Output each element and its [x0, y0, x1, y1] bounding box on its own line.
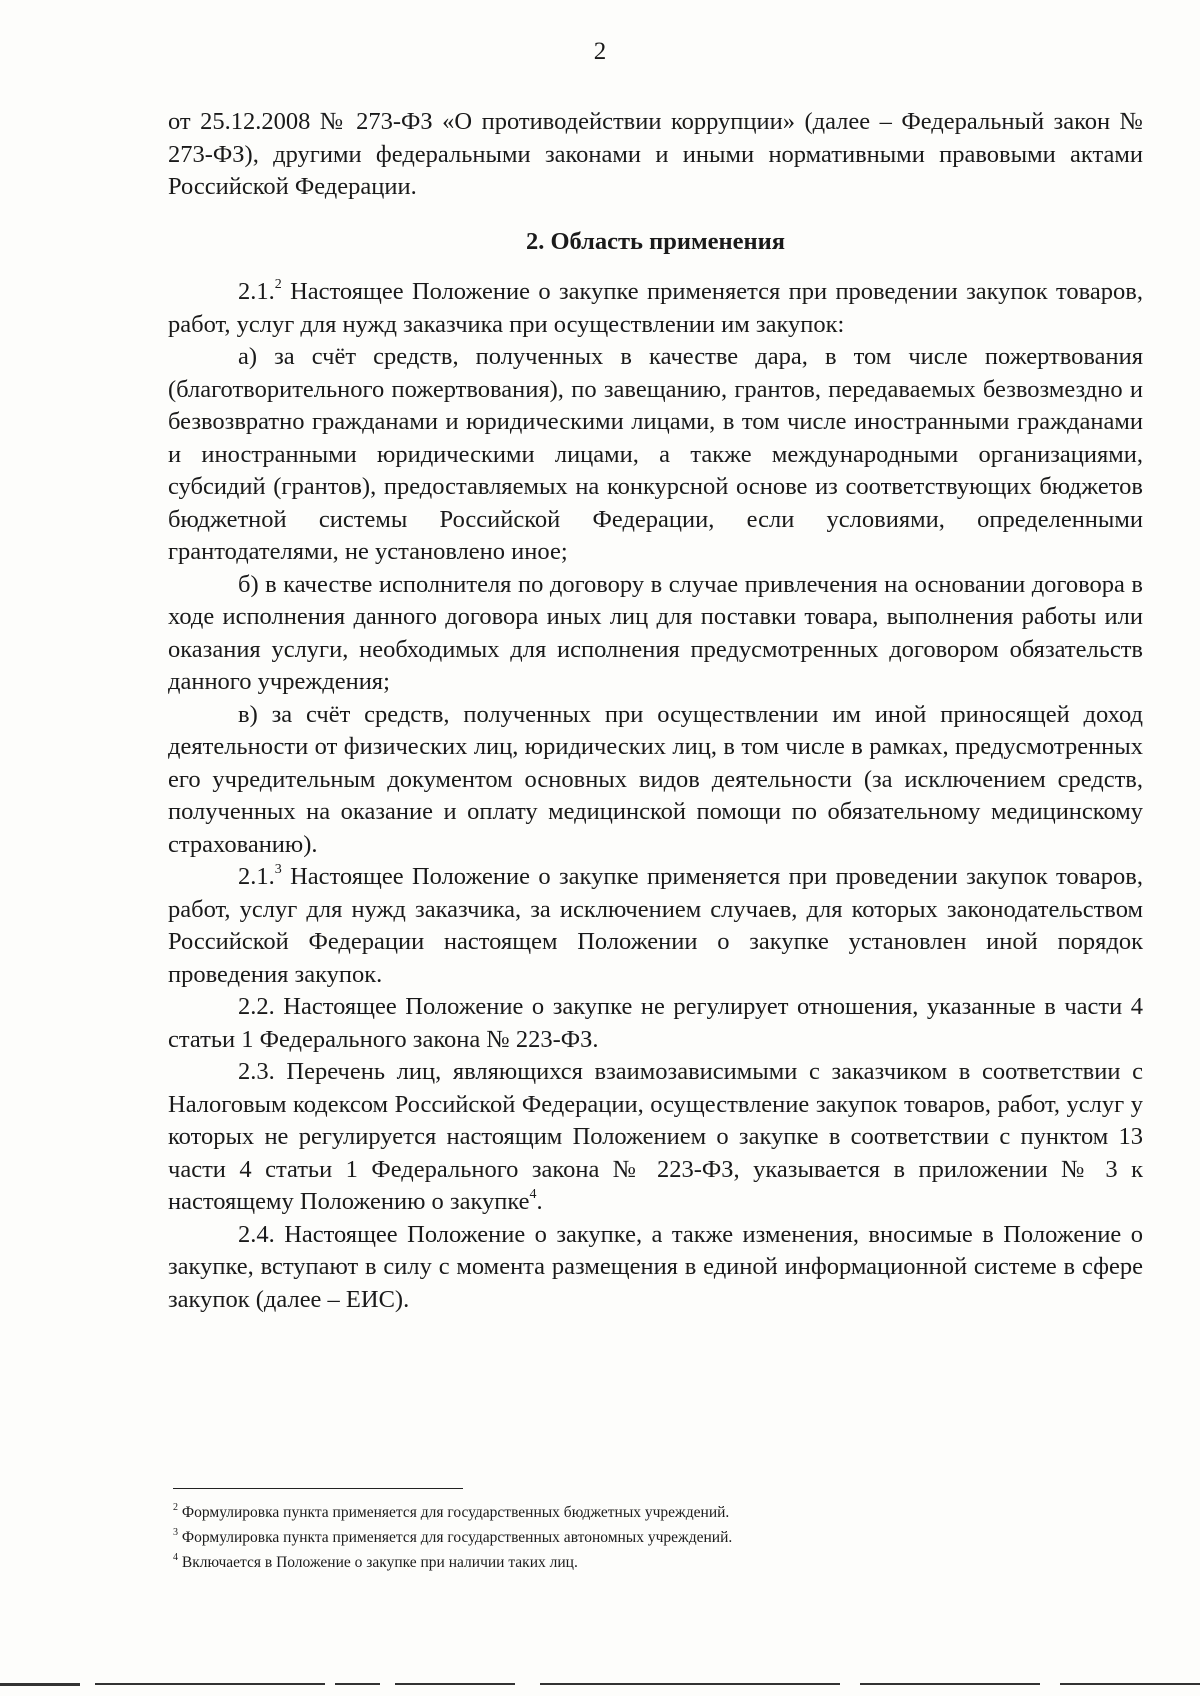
list-item-v: в) за счёт средств, полученных при осуществлении им иной приносящей доход деятельности от физических лиц, юридических лиц, в том числе в рамках, предусмотренных его учредительным документом основных видов деятельности (за исключением средств, полученных на оказание и оплату медицинской помощи по обязательному медицинскому страхованию). — [168, 700, 1143, 858]
document-body — [168, 106, 1143, 1316]
paragraph-text: 2.3. Перечень лиц, являющихся взаимозависимыми с заказчиком в соответствии с Налоговым кодексом Российской Федерации, осуществление закупок товаров, работ, услуг у которых не регулируется настоящим Положением о закупке в соответствии с пунктом 13 части 4 статьи 1 Федерального закона № 223-ФЗ, указывается в приложении № 3 к настоящему Положению о закупке — [168, 1058, 1143, 1215]
footnotes — [173, 1500, 1123, 1575]
paragraph-2-3 — [168, 1056, 1143, 1219]
footnote-4 — [173, 1550, 1123, 1575]
footnote-3 — [173, 1525, 1123, 1550]
footnote-mark: 2 — [173, 1501, 178, 1513]
paragraph-2-1-2 — [168, 276, 1143, 341]
list-item-b: б) в качестве исполнителя по договору в случае привлечения на основании договора в ходе исполнения данного договора иных лиц для поставки товара, выполнения работы или оказания услуги, необходимых для исполнения предусмотренных договором обязательств данного учреждения; — [168, 570, 1143, 695]
footnote-2 — [173, 1500, 1123, 1525]
paragraph-2-1-3 — [168, 861, 1143, 991]
paragraph-number: 2.1. — [238, 863, 275, 890]
paragraph-number: 2.1. — [238, 278, 275, 305]
paragraph-2-4: 2.4. Настоящее Положение о закупке, а также изменения, вносимые в Положение о закупке, вступают в силу с момента размещения в единой информационной системе в сфере закупок (далее – ЕИС). — [168, 1220, 1143, 1313]
paragraph-text: Настоящее Положение о закупке применяется при проведении закупок товаров, работ, услуг для нужд заказчика при осуществлении им закупок: — [168, 278, 1143, 338]
footnote-ref-2: 2 — [274, 276, 282, 292]
footnote-text: Формулировка пункта применяется для государственных автономных учреждений. — [178, 1529, 733, 1546]
list-item-a: а) за счёт средств, полученных в качестве дара, в том числе пожертвования (благотворительного пожертвования), по завещанию, грантов, передаваемых безвозмездно и безвозвратно гражданами и юридическими лицами, в том числе иностранными гражданами и иностранными юридическими лицами, а также международными организациями, субсидий (грантов), предоставляемых на конкурсной основе из соответствующих бюджетов бюджетной системы Российской Федерации, если условиями, определенными грантодателями, не установлено иное; — [168, 343, 1143, 565]
paragraph-2-2: 2.2. Настоящее Положение о закупке не регулирует отношения, указанные в части 4 статьи 1 Федерального закона № 223-ФЗ. — [168, 993, 1143, 1053]
footnote-text: Включается в Положение о закупке при наличии таких лиц. — [178, 1554, 578, 1571]
footnote-text: Формулировка пункта применяется для государственных бюджетных учреждений. — [178, 1504, 730, 1521]
footnote-ref-4: 4 — [529, 1186, 537, 1202]
footnote-mark: 3 — [173, 1526, 178, 1538]
paragraph-end: . — [536, 1188, 543, 1215]
footnote-mark: 4 — [173, 1551, 178, 1563]
footnote-separator — [173, 1488, 463, 1489]
footnote-ref-3: 3 — [274, 861, 282, 877]
scan-edge-artifact — [0, 1683, 1200, 1686]
continuation-paragraph: от 25.12.2008 № 273-ФЗ «О противодействии коррупции» (далее – Федеральный закон № 273-ФЗ), другими федеральными законами и иными нормативными правовыми актами Российской Федерации. — [168, 108, 1143, 200]
section-heading: 2. Область применения — [525, 227, 786, 255]
paragraph-text: Настоящее Положение о закупке применяется при проведении закупок товаров, работ, услуг для нужд заказчика, за исключением случаев, для которых законодательством Российской Федерации настоящем Положении о закупке установлен иной порядок проведения закупок. — [168, 863, 1143, 988]
page-number: 2 — [593, 38, 607, 65]
